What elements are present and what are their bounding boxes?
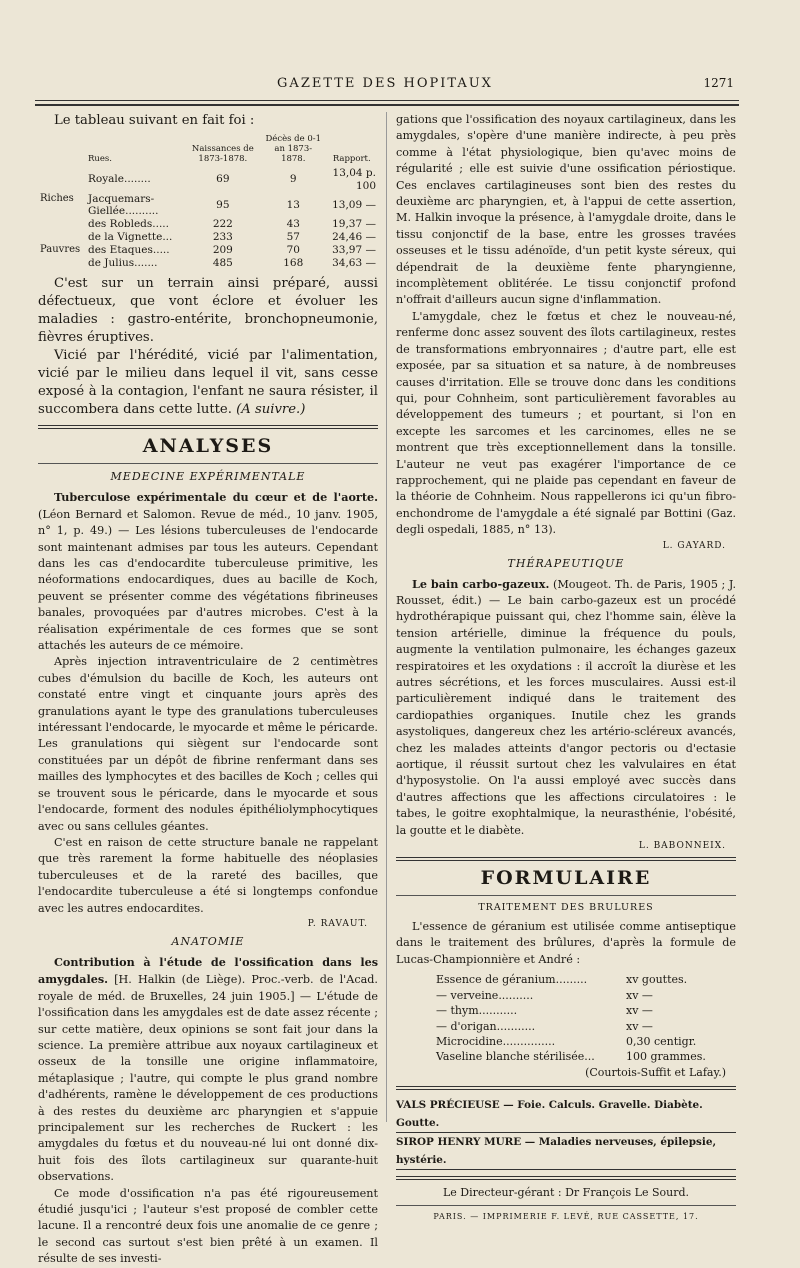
right-column [396,112,736,1221]
formula-row [436,988,736,1003]
births-value: 233 [212,230,233,243]
mortality-table [38,134,378,269]
formula-row [436,1049,736,1064]
author-signature: P. RAVAUT. [307,918,368,929]
births-value: 485 [212,256,233,269]
section-title-formulaire: FORMULAIRE [480,867,652,890]
table-header-row [38,134,378,167]
paragraph-text: Les lésions tuberculeuses de l'endocarde sont maintenant admises par tous les auteurs. Cependant dans les cas d'endocardite tuberculeuse primitive, les néoformations endocardiques, dues au bacille de Koch, peuvent se présenter comme des végétations fibrineuses banales, provoquées par d'autres microbes. C'est à la réalisation expérimentale de ces formes que se sont attachés les auteurs de ce mémoire. [38,524,378,653]
section-rule [396,895,736,896]
ratio-value: 33,97 — [332,243,376,256]
group-label-rich: Riches [40,192,74,204]
ingredient: Essence de géranium......... [436,973,588,987]
ingredient: Vaseline blanche stérilisée... [436,1050,595,1064]
paragraph: gations que l'ossification des noyaux cartilagineux, dans les amygdales, s'opère d'une manière indirecte, à peu près comme à l'état physiologique, bien qu'avec moins de régularité ; elle est suivie d'une ossification périostique. Ces enclaves cartilagineuses sont bien des restes du deuxième arc pharyngien, et, à l'appui de cette assertion, M. Halkin invoque la présence, à l'amygdale droite, dans le tissu conjonctif de la base, entre les grosses travées osseuses et le tissu adénoïde, d'un petit kyste séreux, qui dépendrait de la deuxième fente pharyngienne, incomplètement oblitérée. Le tissu conjonctif profond n'offrait d'ailleurs aucun signe d'inflammation. [396,113,736,307]
births-value: 209 [212,243,233,256]
page-number: 1271 [703,76,734,90]
ratio-value: 13,04 p. 100 [332,167,376,192]
subsection-heading: MEDECINE EXPÉRIMENTALE [110,470,306,484]
formula-row [436,972,736,987]
quantity: xv — [626,988,653,1002]
street-name: de la Vignette... [88,230,173,243]
deaths-value: 9 [289,173,297,186]
ingredient: — verveine.......... [436,988,534,1002]
formula-row [436,1019,736,1034]
section-title-analyses: ANALYSES [142,435,274,458]
section-rule [38,425,378,429]
quantity: xv — [626,1004,653,1018]
ingredient: — thym........... [436,1004,518,1018]
director-line: Le Directeur-gérant : Dr François Le Sourd. [442,1186,690,1200]
deaths-value: 168 [283,256,304,269]
street-name: Jacquemars-Giellée.......... [88,192,159,218]
deaths-value: 43 [286,218,300,231]
group-label-poor: Pauvres [40,243,81,255]
table-row [38,193,378,219]
quantity: 100 grammes. [626,1050,706,1064]
deaths-value: 57 [286,230,300,243]
journal-title: GAZETTE DES HOPITAUX [277,76,493,91]
article-reference: [H. Halkin (de Liège). Proc.-verb. de l'Acad. royale de méd. de Bruxelles, 24 juin 1905.] — [38,973,378,1003]
table-row [38,231,378,244]
deaths-value: 70 [286,243,300,256]
table-header-ratio: Rapport. [332,154,371,164]
quantity: xv gouttes. [626,973,688,987]
street-name: des Robleds..... [88,218,169,231]
street-name: de Julius....... [88,256,158,269]
table-header-streets: Rues. [88,154,112,164]
section-rule [396,1086,736,1090]
to-be-continued: (A suivre.) [236,402,306,418]
section-rule [396,857,736,861]
table-row [38,257,378,270]
article-lead [38,489,378,654]
subsection-heading: ANATOMIE [171,934,245,948]
ratio-value: 24,46 — [332,230,376,243]
paragraph [38,347,378,419]
paragraph: Après injection intraventriculaire de 2 centimètres cubes d'émulsion du bacille de Koch, les auteurs ont constaté entre vingt et cinquante jours après des granulations ayant le type des granulations tuberculeuses intéressant l'endocarde, le myocarde et même le péricarde. Les granulations qui siègent sur l'endocarde sont constituées par un dépôt de fibrine renfermant dans ses mailles des lymphocytes et des bacilles de Koch ; celles qui se trouvent sous le péricarde, dans le myocarde et sous l'endocarde, forment des nodules épithéliolymphocytiques avec ou sans cellules géantes. [38,655,378,833]
paragraph: C'est en raison de cette structure banale ne rappelant que très rarement la forme habituelle des néoplasies tuberculeuses et de la rareté des bacilles, que l'endocardite tuberculeuse a été si longtemps confondue avec les autres endocardites. [38,835,378,915]
article-reference: (Léon Bernard et Salomon. Revue de méd., 10 janv. 1905, n° 1, p. 49.) — [38,507,378,538]
prescription-formula [436,972,736,1080]
page-header [30,74,740,96]
section-rule [38,463,378,464]
births-value: 222 [212,218,233,231]
paragraph-text: Le bain carbo-gazeux est un procédé hydrothérapique puissant qui, chez l'homme sain, élève la tension artérielle, diminue la fréquence du pouls, augmente la ventilation pulmonaire, les échanges gazeux respiratoires et les oxydations : il accroît la diurèse et les autres sécrétions, et les forces musculaires. Aussi est-il particulièrement indiqué dans le traitement des cardiopathies organiques. Inutile chez les grands asystoliques, dangereux chez les artério-scléreux avancés, chez les malades atteints d'angor pectoris ou d'ectasie aortique, il réussit surtout chez les valvulaires en état d'hyposystolie. On l'a aussi employé avec succès dans d'autres affections que les affections circulatoires : le tabes, le goitre exophtalmique, la neurasthénie, l'obésité, la goutte et le diabète. [396,593,736,837]
subsection-heading: THÉRAPEUTIQUE [507,556,625,570]
column-separator [386,112,387,1122]
ratio-value: 34,63 — [332,256,376,269]
ingredient: — d'origan........... [436,1019,536,1033]
article-title: Contribution à l'étude de l'ossification dans les amygdales. [38,954,378,987]
table-header-births: Naissances de 1873-1878. [191,144,254,164]
quantity: xv — [626,1019,653,1033]
table-row [38,244,378,257]
left-column [38,112,378,1268]
printer-imprint: PARIS. — IMPRIMERIE F. LEVÉ, RUE CASSETTE, 17. [433,1212,699,1222]
header-rule [35,100,739,106]
article-title: Tuberculose expérimentale du cœur et de l'aorte. [54,490,378,505]
formula-row [436,1003,736,1018]
author-signature: L. GAYARD. [662,540,726,551]
ratio-value: 19,37 — [332,218,376,231]
table-header-deaths: Décès de 0-1 an 1873-1878. [265,134,322,164]
table-row [38,167,378,193]
table-intro: Le tableau suivant en fait foi : [54,113,255,128]
advertisement: SIROP HENRY MURE — Maladies nerveuses, épilepsie, hystérie. [396,1133,736,1170]
article-reference: (Mougeot. Th. de Paris, 1905 ; J. Rousset, édit.) — [396,577,736,607]
formula-source: (Courtois-Suffit et Lafay.) [585,1065,726,1079]
paragraph: Ce mode d'ossification n'a pas été rigoureusement étudié jusqu'ici ; l'auteur s'est proposé de combler cette lacune. Il a rencontré deux fois une anomalie de ce genre ; le second cas surtout s'est bien prêté à un examen. Il résulte de ses investi- [38,1186,378,1266]
advertisement: VALS PRÉCIEUSE — Foie. Calculs. Gravelle. Diabète. Goutte. [396,1096,736,1133]
section-rule [396,1205,736,1206]
births-value: 69 [216,173,230,186]
formula-row [436,1034,736,1049]
street-name: des Etaques..... [88,243,170,256]
paragraph: C'est sur un terrain ainsi préparé, aussi défectueux, que vont éclore et évoluer les maladies : gastro-entérite, bronchopneumonie, fièvres éruptives. [38,276,378,346]
paragraph: L'amygdale, chez le fœtus et chez le nouveau-né, renferme donc assez souvent des îlots cartilagineux, restes de transformations embryonnaires ; d'autre part, elle est exposée, par sa situation et sa nature, à de nombreuses causes d'irritation. Elle se trouve donc dans les conditions qui, pour Cohnheim, sont particulièrement favorables au développement des tumeurs ; et pourtant, si l'on en excepte les sarcomes et les carcinomes, elles ne se montrent que très exceptionnellement dans la tonsille. L'auteur ne veut pas exagérer l'importance de ce rapprochement, qui ne plaide pas cependant en faveur de la théorie de Cohnheim. Nous rappellerons ici qu'un fibro-enchondrome de l'amygdale a été signalé par Bottini (Gaz. degli ospedali, 1885, n° 13). [396,309,736,537]
paragraph: L'essence de géranium est utilisée comme antiseptique dans le traitement des brûlures, d'après la formule de Lucas-Championnière et André : [396,920,736,966]
deaths-value: 13 [286,198,300,211]
ratio-value: 13,09 — [332,198,376,211]
ingredient: Microcidine............... [436,1034,556,1048]
section-rule [396,1176,736,1180]
subsection-heading: TRAITEMENT DES BRULURES [478,902,654,914]
author-signature: L. BABONNEIX. [638,841,726,852]
article-lead [396,576,736,840]
quantity: 0,30 centigr. [626,1034,697,1048]
article-title: Le bain carbo-gazeux. [412,576,550,591]
table-row [38,218,378,231]
paragraph-text: L'étude de l'ossification dans les amygdales est de date assez récente ; sur cette matière, deux opinions se sont fait jour dans la science. La première attribue aux noyaux cartilagineux et osseux de la tonsille une origine inflammatoire, métaplasique ; l'autre, qui compte le plus grand nombre d'adhérents, ramène le développement de ces productions à des restes du deuxième arc pharyngien et s'appuie principalement sur les recherches de Ruckert : les amygdales du fœtus et du nouveau-né lui ont donné dix-huit fois des îlots cartilagineux sur quarante-huit observations. [38,989,378,1184]
paragraph-text: Vicié par l'hérédité, vicié par l'alimentation, vicié par le milieu dans lequel il vit, sans cesse exposé à la contagion, l'enfant ne saura résister, il succombera dans cette lutte. [38,348,378,418]
street-name: Royale........ [88,173,151,186]
births-value: 95 [216,198,230,211]
